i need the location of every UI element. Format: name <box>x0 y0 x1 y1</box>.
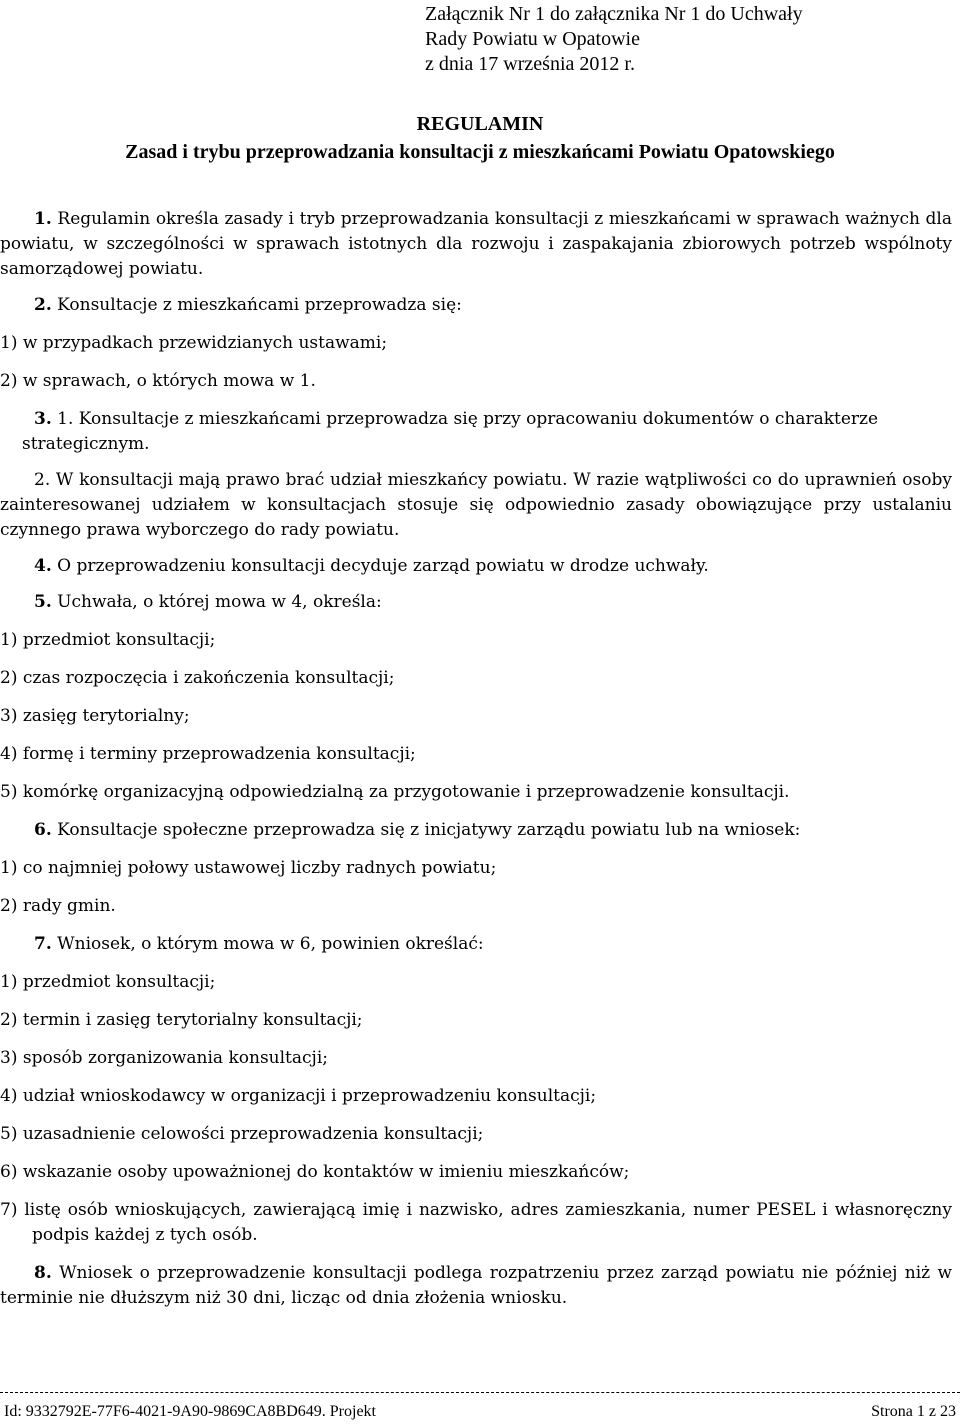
list-item: 2) termin i zasięg terytorialny konsultacji; <box>0 1010 363 1030</box>
list-item: 1) przedmiot konsultacji; <box>0 972 216 992</box>
list-item: 2) czas rozpoczęcia i zakończenia konsultacji; <box>0 668 395 688</box>
section-8-number: 8. <box>34 1263 52 1283</box>
attachment-header <box>425 2 945 77</box>
page-number: Strona 1 z 23 <box>871 1403 956 1420</box>
section-3-paragraph-2: 2. W konsultacji mają prawo brać udział mieszkańcy powiatu. W razie wątpliwości co do uprawnień osoby zainteresowanej udziałem w konsultacjach stosuje się odpowiednio zasady obowiązujące przy ustalaniu czynnego prawa wyborczego do rady powiatu. <box>0 470 952 540</box>
list-item: 3) sposób zorganizowania konsultacji; <box>0 1048 328 1068</box>
section-5-number: 5. <box>34 592 52 612</box>
section-7-text: Wniosek, o którym mowa w 6, powinien określać: <box>57 934 484 954</box>
list-item: 7) listę osób wnioskujących, zawierającą imię i nazwisko, adres zamieszkania, numer PESEL i własnoręczny podpis każdej z tych osób. <box>0 1200 952 1245</box>
section-5 <box>0 590 952 615</box>
list-item: 2) w sprawach, o których mowa w 1. <box>0 371 316 391</box>
section-4-number: 4. <box>34 556 52 576</box>
header-line-3: z dnia 17 września 2012 r. <box>425 53 635 75</box>
list-item: 4) formę i terminy przeprowadzenia konsultacji; <box>0 744 416 764</box>
section-4 <box>0 554 952 579</box>
list-item: 1) przedmiot konsultacji; <box>0 630 216 650</box>
section-1-number: 1. <box>34 209 52 229</box>
section-3 <box>0 407 952 432</box>
section-7-number: 7. <box>34 934 52 954</box>
footer-divider <box>0 1392 960 1393</box>
list-item: 4) udział wnioskodawcy w organizacji i przeprowadzeniu konsultacji; <box>0 1086 597 1106</box>
list-item: 2) rady gmin. <box>0 896 116 916</box>
section-5-text: Uchwała, o której mowa w 4, określa: <box>57 592 382 612</box>
section-8 <box>0 1261 952 1311</box>
section-2 <box>0 293 952 318</box>
section-3-paragraph-1: 1. Konsultacje z mieszkańcami przeprowadza się przy opracowaniu dokumentów o charakterze <box>57 409 879 429</box>
section-6 <box>0 818 952 843</box>
document-title <box>0 110 960 166</box>
list-item: 1) co najmniej połowy ustawowej liczby radnych powiatu; <box>0 858 497 878</box>
section-8-text: Wniosek o przeprowadzenie konsultacji podlega rozpatrzeniu przez zarząd powiatu nie później niż w terminie nie dłuższym niż 30 dni, licząc od dnia złożenia wniosku. <box>0 1263 952 1308</box>
list-item: 3) zasięg terytorialny; <box>0 706 190 726</box>
section-3-number: 3. <box>34 409 52 429</box>
section-6-number: 6. <box>34 820 52 840</box>
section-6-text: Konsultacje społeczne przeprowadza się z inicjatywy zarządu powiatu lub na wniosek: <box>57 820 801 840</box>
section-1-text: Regulamin określa zasady i tryb przeprowadzania konsultacji z mieszkańcami w sprawach ważnych dla powiatu, w szczególności w sprawach istotnych dla rozwoju i zaspakajania zbiorowych potrzeb wspólnoty samorządowej powiatu. <box>0 209 953 279</box>
section-2-number: 2. <box>34 295 52 315</box>
section-3-paragraph-1-continued: strategicznym. <box>22 434 150 454</box>
document-id: Id: 9332792E-77F6-4021-9A90-9869CA8BD649. Projekt <box>4 1403 376 1420</box>
title-line-1: REGULAMIN <box>416 113 544 135</box>
page-footer <box>4 1402 956 1422</box>
section-7 <box>0 932 952 957</box>
list-item: 1) w przypadkach przewidzianych ustawami; <box>0 333 388 353</box>
header-line-2: Rady Powiatu w Opatowie <box>425 28 640 50</box>
section-2-text: Konsultacje z mieszkańcami przeprowadza się: <box>57 295 462 315</box>
list-item: 6) wskazanie osoby upoważnionej do kontaktów w imieniu mieszkańców; <box>0 1162 630 1182</box>
list-item: 5) uzasadnienie celowości przeprowadzenia konsultacji; <box>0 1124 484 1144</box>
title-line-2: Zasad i trybu przeprowadzania konsultacji z mieszkańcami Powiatu Opatowskiego <box>125 141 835 163</box>
section-1 <box>0 207 952 282</box>
list-item: 5) komórkę organizacyjną odpowiedzialną za przygotowanie i przeprowadzenie konsultacji. <box>0 782 790 802</box>
document-body <box>0 207 952 1311</box>
section-4-text: O przeprowadzeniu konsultacji decyduje zarząd powiatu w drodze uchwały. <box>57 556 709 576</box>
header-line-1: Załącznik Nr 1 do załącznika Nr 1 do Uchwały <box>425 3 803 25</box>
